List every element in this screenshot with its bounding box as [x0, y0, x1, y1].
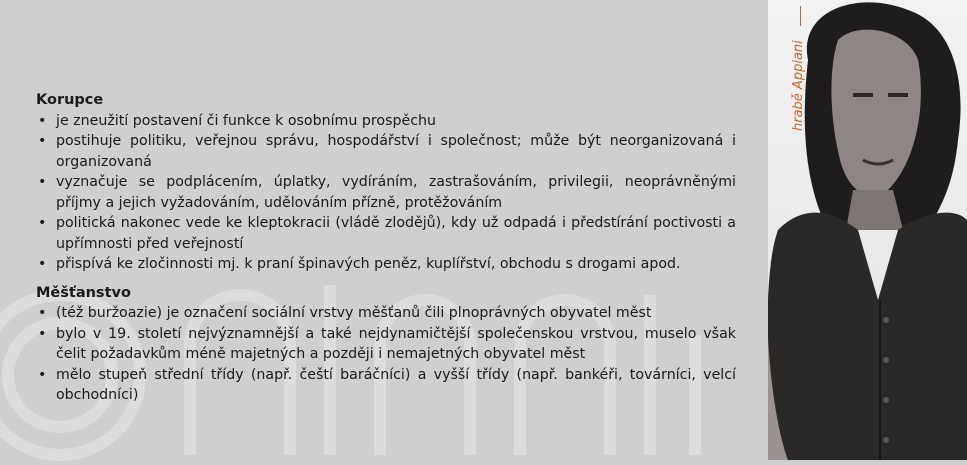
list-item: • politická nakonec vede ke kleptokracii (vládě zlodějů), kdy už odpadá i předstírání poctivosti a upřímnosti před veřejností [36, 213, 736, 254]
list-item: • postihuje politiku, veřejnou správu, hospodářství i společnost; může být neorganizovaná i organizovaná [36, 131, 736, 172]
list-item: • mělo stupeň střední třídy (např. čeští baráčníci) a vyšší třídy (např. bankéři, továrníci, velcí obchodníci) [36, 365, 736, 406]
bullet-list [36, 111, 736, 275]
caption-text: hrabě Appiani [791, 40, 806, 131]
list-item: • vyznačuje se podplácením, úplatky, vydíráním, zastrašováním, privilegii, neoprávněnými příjmy a jejich vyžadováním, udělováním přízně, protěžováním [36, 172, 736, 213]
section-title: Měšťanstvo [36, 284, 131, 301]
text-content [36, 90, 736, 406]
list-item: • (též buržoazie) je označení sociální vrstvy měšťanů čili plnoprávných obyvatel měst [36, 303, 736, 324]
bullet-list [36, 303, 736, 406]
list-item: • přispívá ke zločinnosti mj. k praní špinavých peněz, kuplířství, obchodu s drogami apod. [36, 254, 736, 275]
section-title: Korupce [36, 92, 104, 108]
list-item: • bylo v 19. století nejvýznamnější a také nejdynamičtější společenskou vrstvou, muselo však čelit požadavkům méně majetných a později i nemajetných obyvatel měst [36, 324, 736, 365]
list-item: • je zneužití postavení či funkce k osobnímu prospěchu [36, 111, 736, 132]
section-korupce [36, 90, 736, 275]
photo-caption [778, 6, 804, 136]
section-mestanstvo [36, 283, 736, 406]
caption-divider [800, 6, 801, 26]
